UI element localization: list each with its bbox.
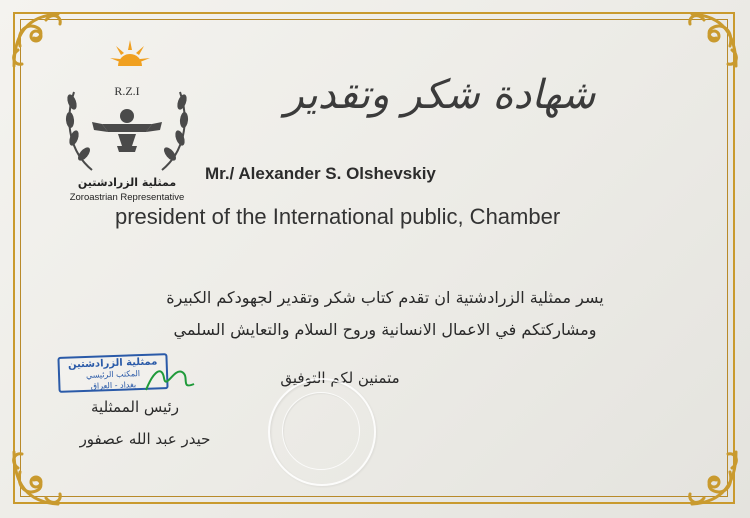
stamp-line-3: بغداد - العراق — [90, 380, 137, 391]
laurel-wreath-icon — [62, 62, 192, 180]
body-line-2: ومشاركتكم في الاعمال الانسانية وروح السلام والتعايش السلمي — [173, 320, 597, 339]
signature-mark — [140, 360, 200, 400]
corner-ornament-bottom-right — [674, 442, 744, 512]
stamp-line-1: ممثلية الزرادشتين — [67, 356, 158, 371]
logo-org-arabic: ممثلية الزرادشتين — [77, 176, 177, 189]
body-line-1: يسر ممثلية الزرادشتية ان تقدم كتاب شكر وتقدير لجهودكم الكبيرة — [166, 288, 604, 307]
signatory-name: حيدر عبد الله عصفور — [79, 430, 211, 448]
certificate-title: شهادة شكر وتقدير — [284, 72, 596, 118]
logo-org-english: Zoroastrian Representative — [69, 192, 185, 203]
signatory-title: رئيس الممثلية — [91, 398, 179, 416]
body-line-3: متمنين لكم التوفيق — [280, 369, 400, 387]
logo-abbreviation: R.Z.I — [114, 84, 140, 98]
stamp-line-2: المكتب الرئيسي — [85, 369, 141, 380]
rzi-logo — [52, 40, 202, 210]
recipient-name: Mr./ Alexander S. Olshevskiy — [205, 164, 436, 183]
corner-ornament-bottom-left — [6, 442, 76, 512]
embossed-seal — [268, 378, 376, 486]
corner-ornament-top-right — [674, 6, 744, 76]
recipient-position: president of the International public, Chamber — [115, 204, 561, 229]
